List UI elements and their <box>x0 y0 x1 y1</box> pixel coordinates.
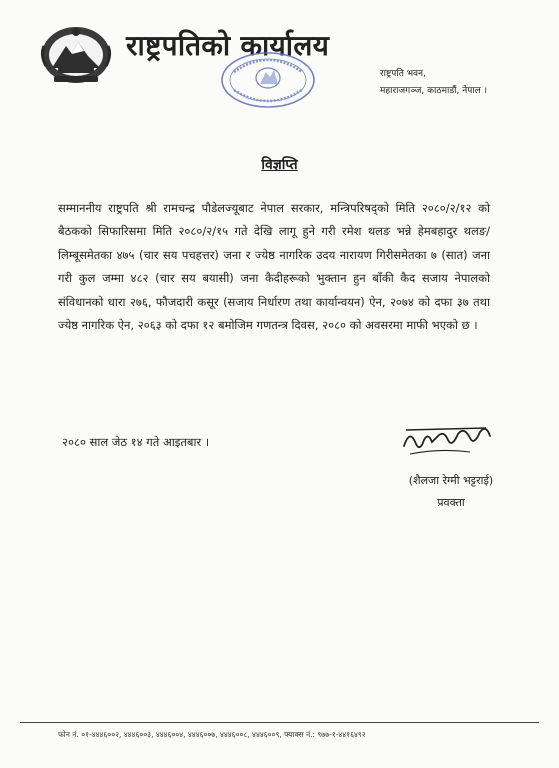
signatory-designation: प्रवक्ता <box>437 496 465 509</box>
handwritten-signature-icon <box>400 418 495 460</box>
signatory-name: (शैलजा रेग्मी भट्टराई) <box>408 474 494 487</box>
footer-divider <box>20 722 539 723</box>
notice-date: २०८० साल जेठ १४ गते आइतबार । <box>62 435 210 449</box>
notice-title: विज्ञप्ति <box>261 157 298 173</box>
notice-body: सम्माननीय राष्ट्रपति श्री रामचन्द्र पौडेलज्यूबाट नेपाल सरकार, मन्त्रिपरिषद्को मिति २०८०/२/१२ को बैठकको सिफारिसमा मिति २०८०/२/१५ गते देखि लागू हुने गरी रमेश थलङ भन्ने हेमबहादुर थलङ/लिम्बूसमेतका ४७५ (चार सय पचहत्तर) जना र ज्येष्ठ नागरिक उदय नारायण गिरीसमेतका ७ (सात) जना गरी कुल जम्मा ४८२ (चार सय बयासी) जना कैदीहरूको भुक्तान हुन बाँकी कैद सजाय नेपालको संविधानको धारा २७६, फौजदारी कसूर (सजाय निर्धारण तथा कार्यान्वयन) ऐन, २०७४ को दफा ३७ तथा ज्येष्ठ नागरिक ऐन, २०६३ को दफा १२ बमोजिम गणतन्त्र दिवस, २०८० को अवसरमा माफी भएको छ । <box>58 201 490 333</box>
address-line-1: राष्ट्रपति भवन, <box>380 69 426 79</box>
nepal-emblem-icon <box>38 24 114 86</box>
office-address <box>380 66 487 100</box>
footer-contact: फोन नं. ०१-४४४६००२, ४४४६००३, ४४४६००४, ४४४६००७, ४४४६००८, ४४४६००९, फ्याक्स नं.: ९७७-१-४४१६४९२ <box>58 730 366 739</box>
address-line-2: महाराजगञ्ज, काठमाडौं, नेपाल । <box>380 86 488 96</box>
office-seal-stamp-icon <box>218 50 318 110</box>
signatory-block <box>392 470 510 514</box>
office-name: राष्ट्रपतिको कार्यालय <box>126 29 330 62</box>
